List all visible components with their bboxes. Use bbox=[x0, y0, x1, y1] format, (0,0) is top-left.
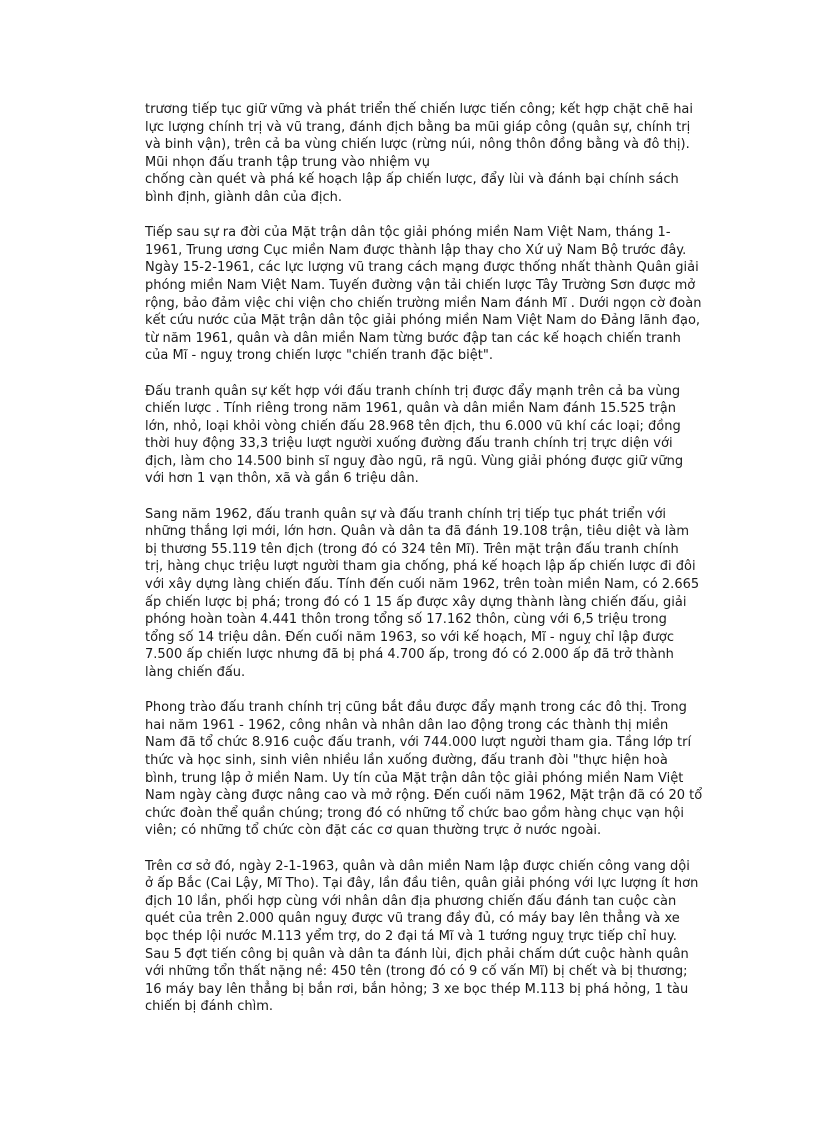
text-line: thời huy động 33,3 triệu lượt người xuống đường đấu tranh chính trị trực diện với bbox=[145, 436, 673, 452]
text-line: rộng, bảo đảm việc chi viện cho chiến trường miền Nam đánh Mĩ . Dưới ngọn cờ đoàn bbox=[145, 295, 702, 311]
text-line: Ngày 15-2-1961, các lực lượng vũ trang cách mạng được thống nhất thành Quân giải bbox=[145, 260, 699, 276]
text-line: 7.500 ấp chiến lược nhưng đã bị phá 4.700 ấp, trong đó có 2.000 ấp đã trở thành bbox=[145, 647, 674, 663]
paragraph bbox=[145, 858, 725, 1016]
text-line: với xây dựng làng chiến đấu. Tính đến cuối năm 1962, trên toàn miền Nam, có 2.665 bbox=[145, 577, 700, 593]
text-line: chức đoàn thể quần chúng; trong đó có những tổ chức bao gồm hàng chục vạn hội bbox=[145, 805, 684, 821]
text-line: Đấu tranh quân sự kết hợp với đấu tranh chính trị được đẩy mạnh trên cả ba vùng bbox=[145, 383, 681, 399]
text-line: kết cứu nước của Mặt trận dân tộc giải phóng miền Nam Việt Nam do Đảng lãnh đạo, bbox=[145, 313, 701, 329]
text-line: lực lượng chính trị và vũ trang, đánh địch bằng ba mũi giáp công (quân sự, chính trị bbox=[145, 119, 691, 135]
text-line: và binh vận), trên cả ba vùng chiến lược (rừng núi, nông thôn đồng bằng và đô thị). bbox=[145, 137, 690, 153]
text-line: bọc thép lội nước M.113 yểm trợ, do 2 đại tá Mĩ và 1 tướng nguỵ trực tiếp chỉ huy. bbox=[145, 928, 677, 944]
text-line: Mũi nhọn đấu tranh tập trung vào nhiệm vụ bbox=[145, 154, 430, 170]
text-line: Phong trào đấu tranh chính trị cũng bắt đầu được đẩy mạnh trong các đô thị. Trong bbox=[145, 700, 687, 716]
text-line: từ năm 1961, quân và dân miền Nam từng bước đập tan các kế hoạch chiến tranh bbox=[145, 330, 681, 346]
text-line: địch 10 lần, phối hợp cùng với nhân dân địa phương chiến đấu đánh tan cuộc càn bbox=[145, 893, 677, 909]
text-line: 1961, Trung ương Cục miền Nam được thành lập thay cho Xứ uỷ Nam Bộ trước đây. bbox=[145, 242, 687, 258]
text-line: phóng hoàn toàn 4.441 thôn trong tổng số 17.162 thôn, cùng với 6,5 triệu trong bbox=[145, 612, 667, 628]
text-line: những thắng lợi mới, lớn hơn. Quân và dân ta đã đánh 19.108 trận, tiêu diệt và làm bbox=[145, 524, 690, 540]
text-line: Tiếp sau sự ra đời của Mặt trận dân tộc giải phóng miền Nam Việt Nam, tháng 1- bbox=[145, 225, 671, 241]
text-line: ở ấp Bắc (Cai Lậy, Mĩ Tho). Tại đây, lần đầu tiên, quân giải phóng với lực lượng ít hơn bbox=[145, 876, 699, 892]
text-line: với hơn 1 vạn thôn, xã và gần 6 triệu dân. bbox=[145, 471, 419, 487]
text-line: Nam đã tổ chức 8.916 cuộc đấu tranh, với 744.000 lượt người tham gia. Tầng lớp trí bbox=[145, 735, 692, 751]
text-line: 16 máy bay lên thẳng bị bắn rơi, bắn hỏng; 3 xe bọc thép M.113 bị phá hỏng, 1 tàu bbox=[145, 981, 689, 997]
text-line: bình, trung lập ở miền Nam. Uy tín của Mặt trận dân tộc giải phóng miền Nam Việt bbox=[145, 770, 684, 786]
paragraph bbox=[145, 224, 725, 365]
text-line: viên; có những tổ chức còn đặt các cơ quan thường trực ở nước ngoài. bbox=[145, 823, 602, 839]
text-line: Trên cơ sở đó, ngày 2-1-1963, quân và dân miền Nam lập được chiến công vang dội bbox=[145, 858, 690, 874]
text-line: địch, làm cho 14.500 binh sĩ nguỵ đào ngũ, rã ngũ. Vùng giải phóng được giữ vững bbox=[145, 453, 684, 469]
text-line: ấp chiến lược bị phá; trong đó có 1 15 ấp được xây dựng thành làng chiến đấu, giải bbox=[145, 594, 687, 610]
paragraph bbox=[145, 699, 725, 840]
document-body bbox=[145, 101, 725, 1033]
text-line: lớn, nhỏ, loại khỏi vòng chiến đấu 28.968 tên địch, thu 6.000 vũ khí các loại; đồng bbox=[145, 418, 681, 434]
paragraph bbox=[145, 383, 725, 489]
text-line: quét của trên 2.000 quân nguỵ được vũ trang đầy đủ, có máy bay lên thẳng và xe bbox=[145, 911, 680, 927]
paragraph bbox=[145, 506, 725, 682]
text-line: bình định, giành dân của địch. bbox=[145, 189, 342, 205]
text-line: Sau 5 đợt tiến công bị quân và dân ta đánh lùi, địch phải chấm dứt cuộc hành quân bbox=[145, 946, 689, 962]
text-line: hai năm 1961 - 1962, công nhân và nhân dân lao động trong các thành thị miền bbox=[145, 717, 669, 733]
text-line: chiến bị đánh chìm. bbox=[145, 999, 273, 1015]
text-line: thức và học sinh, sinh viên nhiều lần xuống đường, đấu tranh đòi "thực hiện hoà bbox=[145, 752, 668, 768]
text-line: làng chiến đấu. bbox=[145, 665, 246, 680]
text-line: Nam ngày càng được nâng cao và mở rộng. Đến cuối năm 1962, Mặt trận đã có 20 tổ bbox=[145, 788, 703, 804]
text-line: phóng miền Nam Việt Nam. Tuyến đường vận tải chiến lược Tây Trường Sơn được mở bbox=[145, 277, 696, 293]
text-line: bị thương 55.119 tên địch (trong đó có 324 tên Mĩ). Trên mặt trận đấu tranh chính bbox=[145, 541, 679, 557]
text-line: trị, hàng chục triệu lượt người tham gia chống, phá kế hoạch lập ấp chiến lược đi đôi bbox=[145, 559, 696, 575]
text-line: Sang năm 1962, đấu tranh quân sự và đấu tranh chính trị tiếp tục phát triển với bbox=[145, 506, 667, 522]
paragraph bbox=[145, 101, 725, 207]
text-line: của Mĩ - nguỵ trong chiến lược "chiến tranh đặc biệt". bbox=[145, 348, 493, 364]
text-line: trương tiếp tục giữ vững và phát triển thế chiến lược tiến công; kết hợp chặt chẽ hai bbox=[145, 102, 694, 117]
text-line: với những tổn thất nặng nề: 450 tên (trong đó có 9 cố vấn Mĩ) bị chết và bị thương; bbox=[145, 964, 688, 980]
text-line: tổng số 14 triệu dân. Đến cuối năm 1963, so với kế hoạch, Mĩ - nguỵ chỉ lập được bbox=[145, 629, 674, 645]
text-line: chiến lược . Tính riêng trong năm 1961, quân và dân miền Nam đánh 15.525 trận bbox=[145, 401, 676, 417]
text-line: chống càn quét và phá kế hoạch lập ấp chiến lược, đẩy lùi và đánh bại chính sách bbox=[145, 172, 679, 188]
